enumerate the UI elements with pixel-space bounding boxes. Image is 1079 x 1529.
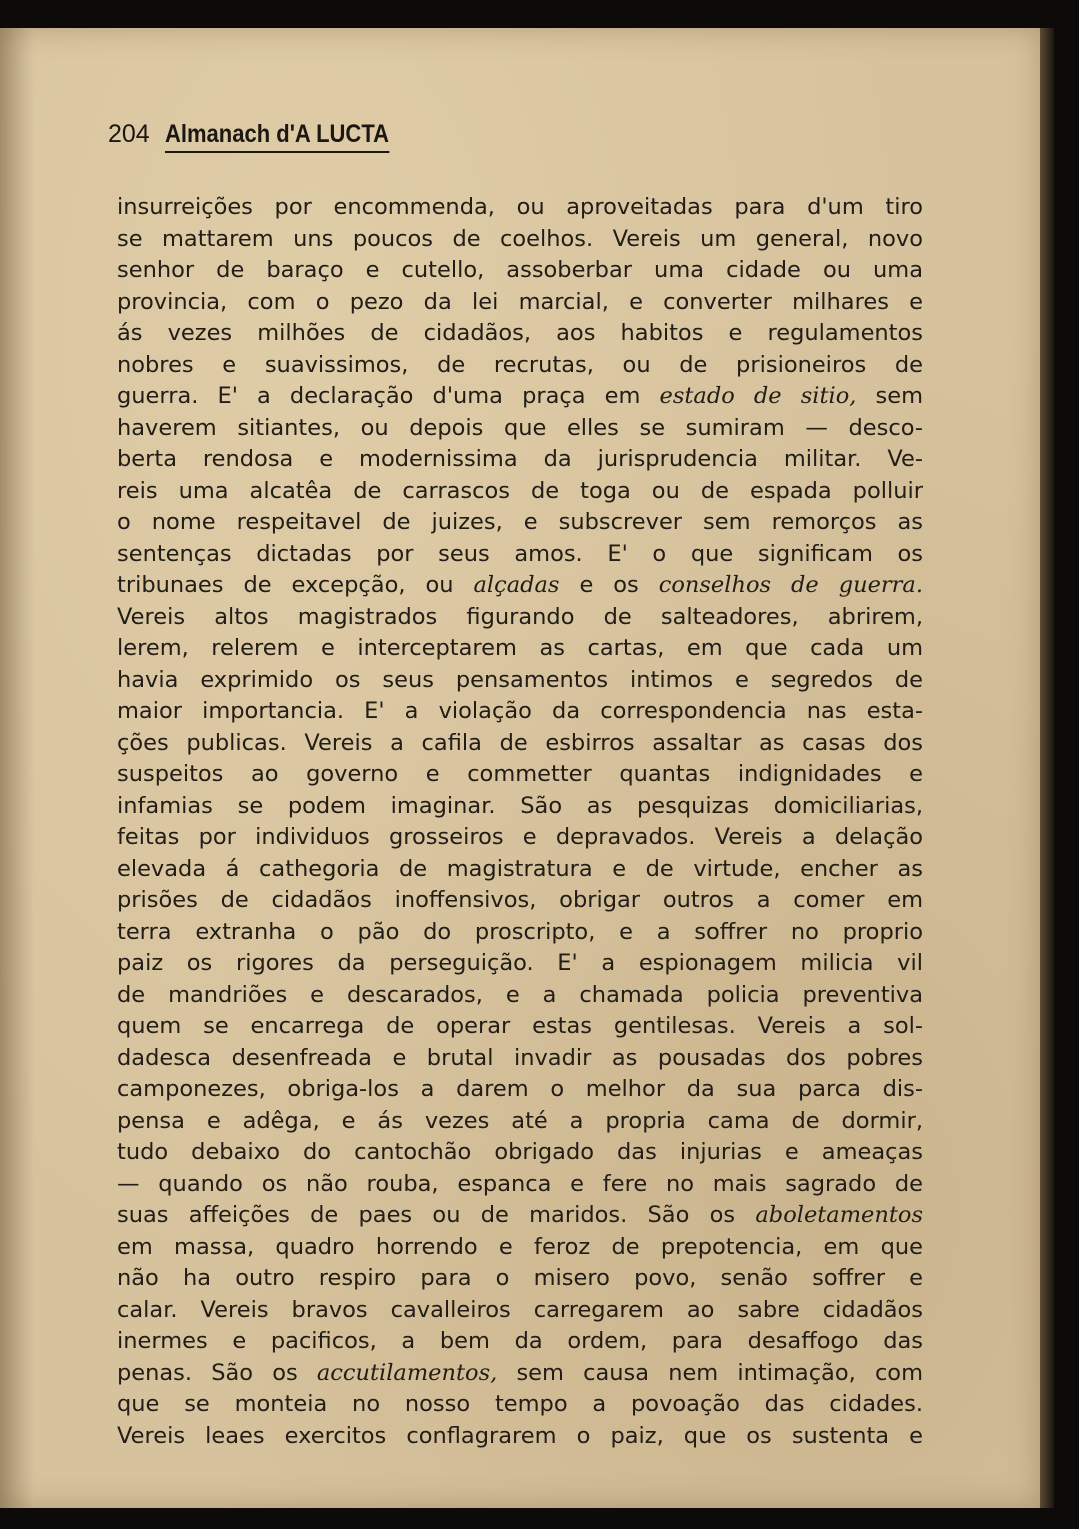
text-line [117,1232,923,1264]
text-line [117,1263,923,1295]
text-run: suspeitos ao governo e commetter quantas indignidades e [117,761,923,787]
text-line [117,759,923,791]
text-line [117,1389,923,1421]
text-run: lerem, relerem e interceptarem as cartas, em que cada um [117,635,923,661]
text-run: sem [856,383,923,409]
text-line [117,350,923,382]
text-run: sentenças dictadas por seus amos. E' o que significam os [117,540,923,567]
italic-term: estado de sitio, [659,383,857,409]
text-line [117,444,923,476]
text-line [117,948,923,980]
page-binding-shadow [0,28,34,1508]
text-run: ás vezes milhões de cidadãos, aos habitos e regulamentos [117,320,923,346]
text-line [117,287,923,319]
text-line [117,318,923,350]
page-edge [1040,28,1054,1508]
text-run: inermes e pacificos, a bem da ordem, para desaffogo das [117,1328,923,1354]
text-line [117,1137,923,1169]
text-run: haverem sitiantes, ou depois que elles se sumiram — desco- [117,414,923,441]
text-line [117,791,923,823]
text-line [117,1295,923,1327]
text-run: feitas por individuos grosseiros e depravados. Vereis a delação [117,824,923,850]
italic-term: accutilamentos, [316,1359,498,1386]
text-line [117,980,923,1012]
text-run: em massa, quadro horrendo e feroz de prepotencia, em que [117,1233,923,1260]
text-run: tudo debaixo do cantochão obrigado das injurias e ameaças [117,1139,923,1165]
body-text [117,192,923,1452]
text-run: quem se encarrega de operar estas gentilesas. Vereis a sol- [117,1013,923,1039]
text-run: dadesca desenfreada e brutal invadir as pousadas dos pobres [117,1044,923,1071]
text-run: ções publicas. Vereis a cafila de esbirros assaltar as casas dos [117,729,923,756]
running-header [108,120,419,153]
text-line [117,539,923,571]
text-line [117,1326,923,1358]
text-run: tribunaes de excepção, ou [117,572,474,598]
text-line [117,885,923,917]
text-line [117,476,923,508]
text-run: calar. Vereis bravos cavalleiros carregarem ao sabre cidadãos [117,1296,923,1323]
text-line [117,1043,923,1075]
text-run: penas. São os [117,1359,317,1386]
text-run: e os [559,572,659,598]
text-run: camponezes, obriga-los a darem o melhor da sua parca dis- [117,1076,923,1102]
text-line [117,1358,923,1390]
italic-term: alçadas [473,572,560,598]
text-run: berta rendosa e modernissima da jurisprudencia militar. Ve- [117,446,923,472]
text-run: nobres e suavissimos, de recrutas, ou de prisioneiros de [117,351,923,378]
text-line [117,507,923,539]
text-run: não ha outro respiro para o misero povo, senão soffrer e [117,1265,923,1291]
text-run: reis uma alcatêa de carrascos de toga ou de espada polluir [117,477,923,504]
text-line [117,1169,923,1201]
text-run: sem causa nem intimação, com [497,1359,923,1386]
text-line [117,192,923,224]
text-line [117,255,923,287]
text-run: paiz os rigores da perseguição. E' a espionagem milicia vil [117,950,923,976]
text-run: que se monteia no nosso tempo a povoação das cidades. [117,1391,923,1417]
text-line [117,728,923,760]
text-run: provincia, com o pezo da lei marcial, e converter milhares e [117,288,923,315]
italic-term: conselhos de guerra. [658,572,923,598]
text-run: maior importancia. E' a violação da correspondencia nas esta- [117,698,923,724]
text-run: senhor de baraço e cutello, assoberbar uma cidade ou uma [117,257,923,283]
text-line [117,822,923,854]
text-line [117,633,923,665]
text-line [117,854,923,886]
text-run: de mandriões e descarados, e a chamada policia preventiva [117,981,923,1008]
text-run: pensa e adêga, e ás vezes até a propria cama de dormir, [117,1107,923,1134]
text-run: Vereis altos magistrados figurando de salteadores, abrirem, [117,603,923,630]
text-line [117,570,923,602]
text-line [117,696,923,728]
text-line [117,1106,923,1138]
italic-term: aboletamentos [755,1202,923,1228]
running-title: Almanach d'A LUCTA [165,120,389,153]
text-run: prisões de cidadãos inoffensivos, obrigar outros a comer em [117,887,923,913]
page-number: 204 [108,120,150,148]
text-run: suas affeições de paes ou de maridos. São os [117,1202,756,1228]
text-line [117,917,923,949]
text-run: infamias se podem imaginar. São as pesquizas domiciliarias, [117,792,923,819]
text-run: insurreições por encommenda, ou aproveitadas para d'um tiro [117,194,923,220]
text-line [117,1011,923,1043]
text-run: terra extranha o pão do proscripto, e a soffrer no proprio [117,918,923,945]
text-run: Vereis leaes exercitos conflagrarem o paiz, que os sustenta e [117,1422,923,1449]
text-run: elevada á cathegoria de magistratura e de virtude, encher as [117,855,923,882]
text-line [117,413,923,445]
text-run: guerra. E' a declaração d'uma praça em [117,383,660,409]
text-line [117,224,923,256]
text-run: o nome respeitavel de juizes, e subscrever sem remorços as [117,509,923,535]
text-line [117,1421,923,1453]
text-run: — quando os não rouba, espanca e fere no mais sagrado de [117,1170,923,1197]
text-run: havia exprimido os seus pensamentos intimos e segredos de [117,666,923,693]
text-line [117,602,923,634]
text-line [117,1074,923,1106]
text-line [117,665,923,697]
text-run: se mattarem uns poucos de coelhos. Vereis um general, novo [117,225,923,252]
text-line [117,381,923,413]
text-line [117,1200,923,1232]
